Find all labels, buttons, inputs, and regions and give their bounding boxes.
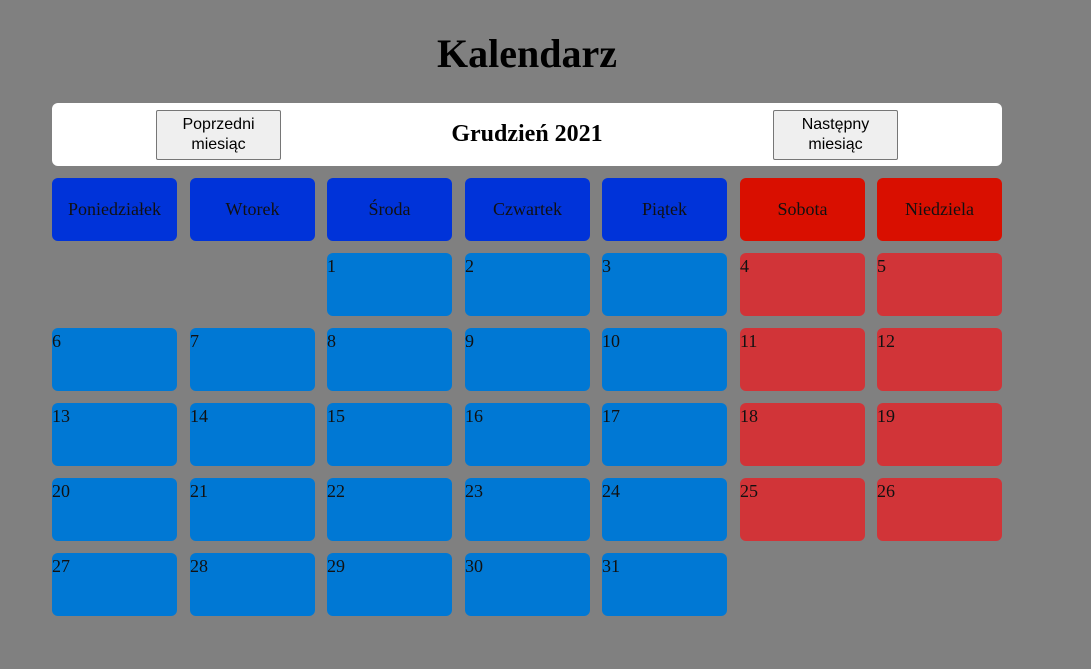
day-cell-2[interactable]: 2 bbox=[465, 253, 590, 316]
day-cell-15[interactable]: 15 bbox=[327, 403, 452, 466]
day-cell-18[interactable]: 18 bbox=[740, 403, 865, 466]
day-cell-25[interactable]: 25 bbox=[740, 478, 865, 541]
day-cell-26[interactable]: 26 bbox=[877, 478, 1002, 541]
day-cell-6[interactable]: 6 bbox=[52, 328, 177, 391]
day-cell-7[interactable]: 7 bbox=[190, 328, 315, 391]
day-cell-19[interactable]: 19 bbox=[877, 403, 1002, 466]
day-cell-3[interactable]: 3 bbox=[602, 253, 727, 316]
next-month-button[interactable]: Następny miesiąc bbox=[773, 110, 898, 160]
day-cell-28[interactable]: 28 bbox=[190, 553, 315, 616]
day-cell-14[interactable]: 14 bbox=[190, 403, 315, 466]
previous-month-button[interactable]: Poprzedni miesiąc bbox=[156, 110, 281, 160]
day-cell-13[interactable]: 13 bbox=[52, 403, 177, 466]
day-cell-20[interactable]: 20 bbox=[52, 478, 177, 541]
day-cell-21[interactable]: 21 bbox=[190, 478, 315, 541]
month-navigation-bar bbox=[52, 103, 1002, 166]
weekday-header: Wtorek bbox=[190, 178, 315, 241]
day-cell-10[interactable]: 10 bbox=[602, 328, 727, 391]
day-cell-30[interactable]: 30 bbox=[465, 553, 590, 616]
day-cell-8[interactable]: 8 bbox=[327, 328, 452, 391]
day-cell-4[interactable]: 4 bbox=[740, 253, 865, 316]
current-month-label: Grudzień 2021 bbox=[451, 121, 603, 147]
weekday-header: Środa bbox=[327, 178, 452, 241]
day-cell-27[interactable]: 27 bbox=[52, 553, 177, 616]
weekday-header: Poniedziałek bbox=[52, 178, 177, 241]
day-cell-16[interactable]: 16 bbox=[465, 403, 590, 466]
day-cell-17[interactable]: 17 bbox=[602, 403, 727, 466]
day-cell-12[interactable]: 12 bbox=[877, 328, 1002, 391]
weekday-header: Sobota bbox=[740, 178, 865, 241]
weekday-header: Piątek bbox=[602, 178, 727, 241]
weekday-header: Niedziela bbox=[877, 178, 1002, 241]
day-cell-1[interactable]: 1 bbox=[327, 253, 452, 316]
day-cell-22[interactable]: 22 bbox=[327, 478, 452, 541]
day-cell-9[interactable]: 9 bbox=[465, 328, 590, 391]
day-cell-5[interactable]: 5 bbox=[877, 253, 1002, 316]
day-cell-31[interactable]: 31 bbox=[602, 553, 727, 616]
weekday-header: Czwartek bbox=[465, 178, 590, 241]
page-title: Kalendarz bbox=[437, 31, 617, 76]
day-cell-11[interactable]: 11 bbox=[740, 328, 865, 391]
day-cell-24[interactable]: 24 bbox=[602, 478, 727, 541]
day-cell-29[interactable]: 29 bbox=[327, 553, 452, 616]
day-cell-23[interactable]: 23 bbox=[465, 478, 590, 541]
